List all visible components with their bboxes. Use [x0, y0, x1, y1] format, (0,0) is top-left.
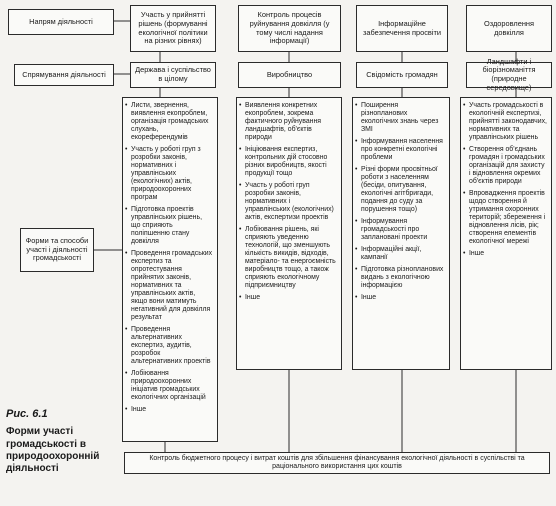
list-item: • Інформування населення про конкретні екологічні проблеми	[361, 138, 445, 162]
figure-title: Форми участі громадськості в природоохоронній діяльності	[6, 426, 100, 474]
forms-list	[361, 102, 445, 302]
list-item: • Виявлення конкретних екопроблем, зокрема фактичного руйнування ландшафтів, об'єктів природи	[245, 102, 337, 142]
row-header-forms: Форми та способи участі і діяльності громадськості	[20, 228, 94, 272]
list-item: • Інформування громадськості про заплановані проекти	[361, 218, 445, 242]
figure-number: Рис. 6.1	[6, 408, 48, 420]
list-item: • Ініціювання експертиз, контрольних дій стосовно різних виробництв, якості продукції тощо	[245, 146, 337, 178]
list-item: • Листи, звернення, виявлення екопроблем, організація громадських слухань, екореферендумів	[131, 102, 213, 142]
list-item: • Інше	[131, 406, 213, 414]
list-item: • Лобіювання рішень, які сприяють уведенню технологій, що зменшують кількість викидів, відходів, матеріало- та енергоємність виробництв тощо, а також сприяють екологічному підприємництву	[245, 226, 337, 290]
list-item: • Лобіювання природоохоронних ініціатив громадських екологічних організацій	[131, 370, 213, 402]
list-item: • Участь у роботі груп з розробки законів, нормативних і управлінських (екологічних) актів, природоохоронних програм	[131, 146, 213, 202]
focus-box-consciousness: Свідомість громадян	[356, 62, 448, 88]
forms-list	[245, 102, 337, 302]
focus-box-state: Держава і суспільство в цілому	[130, 62, 216, 88]
list-item: • Участь у роботі груп розробки законів, нормативних і управлінських (екологічних) актів, експертизи проектів	[245, 182, 337, 222]
direction-box-control: Контроль процесів руйнування довкілля (у тому числі надання інформації)	[238, 5, 341, 52]
row-header-direction: Напрям діяльності	[8, 9, 114, 35]
list-item: • Впровадження проектів щодо створення й утримання охоронних територій; збереження і відновлення лісів, рік; створення елементів екологічної мережі	[469, 190, 547, 246]
row-header-focus: Спрямування діяльності	[14, 64, 114, 86]
list-item: • Проведення альтернативних експертиз, аудитів, розробок альтернативних проектів	[131, 326, 213, 366]
direction-box-information: Інформаційне забезпечення просвіти	[356, 5, 448, 52]
list-item: • Інше	[361, 294, 445, 302]
figure-caption	[6, 408, 126, 475]
list-item: • Підготовка різнопланових видань з екологічною інформацією	[361, 266, 445, 290]
focus-box-production: Виробництво	[238, 62, 341, 88]
forms-list	[469, 102, 547, 258]
list-item: • Інформаційні акції, кампанії	[361, 246, 445, 262]
list-item: • Участь громадськості в екологічній експертизі, прийнятті законодавчих, нормативних та управлінських рішень	[469, 102, 547, 142]
direction-box-health: Оздоровлення довкілля	[466, 5, 552, 52]
list-item: • Інше	[469, 250, 547, 258]
footer-box-budget-control: Контроль бюджетного процесу і витрат коштів для збільшення фінансування екологічної діяльності в суспільстві та раціонального використання цих коштів	[124, 452, 550, 474]
direction-box-decisions: Участь у прийнятті рішень (формуванні екологічної політики на різних рівнях)	[130, 5, 216, 52]
forms-column-consciousness	[352, 97, 450, 370]
list-item: • Створення об'єднань громадян і громадських організацій для захисту і відновлення окремих об'єктів природи	[469, 146, 547, 186]
list-item: • Інше	[245, 294, 337, 302]
forms-list	[131, 102, 213, 414]
forms-column-production	[236, 97, 342, 370]
list-item: • Поширення різнопланових екологічних знань через ЗМІ	[361, 102, 445, 134]
list-item: • Підготовка проектів управлінських рішень, що сприяють поліпшенню стану довкілля	[131, 206, 213, 246]
forms-column-state	[122, 97, 218, 442]
list-item: • Проведення громадських експертиз та опротестування прийнятих законів, нормативних та управлінських актів, якщо вони матимуть негативний для довкілля результат	[131, 250, 213, 322]
forms-column-landscapes	[460, 97, 552, 370]
focus-box-landscapes: Ландшафти і біорізноманіття (природне середовище)	[466, 62, 552, 88]
list-item: • Різні форми просвітньої роботи з населенням (бесіди, опитування, екологічні агітбригади, подання до суду за порушення тощо)	[361, 166, 445, 214]
